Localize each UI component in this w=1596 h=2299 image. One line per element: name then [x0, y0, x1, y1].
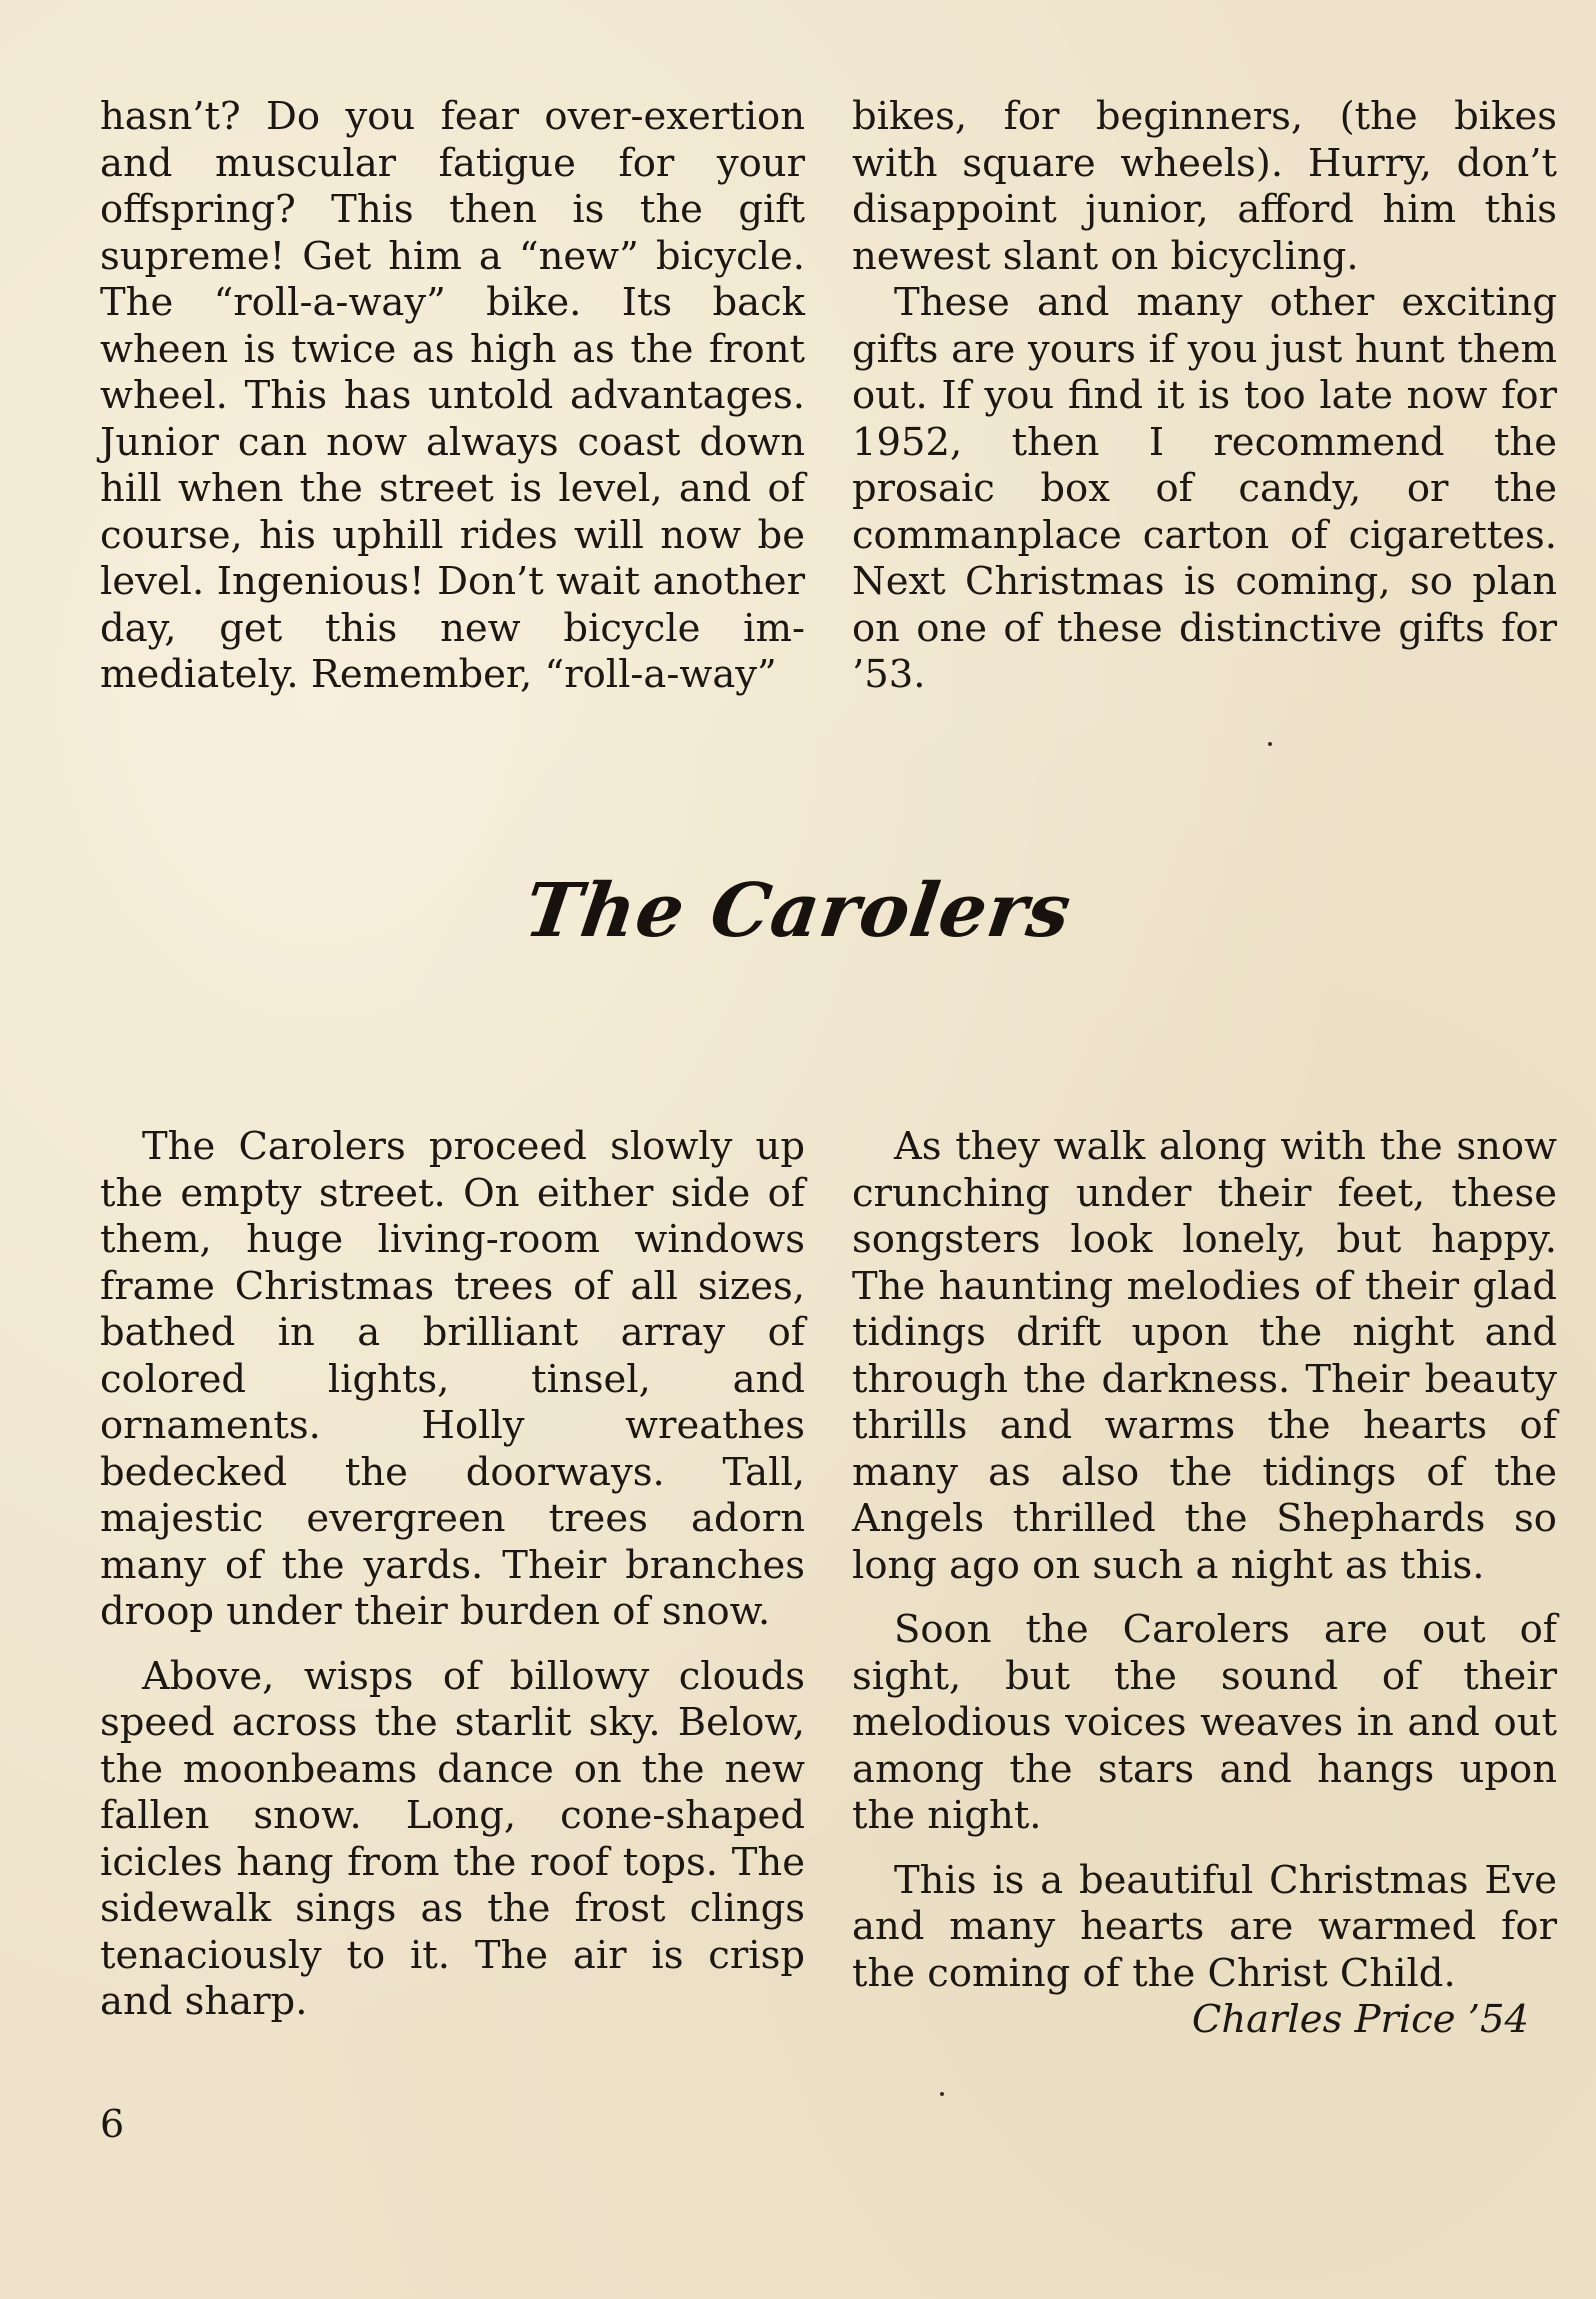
- paragraph: The Carolers proceed slowly up the empty street. On either side of them, huge living-room windows frame Christmas trees of all sizes, bathed in a brilliant array of colored lights, tinsel, and ornaments. Holly wreathes bedecked the doorways. Tall, majestic evergreen trees adorn many of the yards. Their branches droop under their burden of snow.: [100, 1124, 805, 1634]
- ink-speck: [1268, 742, 1272, 746]
- paragraph: As they walk along with the snow crunching under their feet, these songsters look lonely, but happy. The haunting melodies of their glad tidings drift upon the night and through the darkness. Their beauty thrills and warms the hearts of many as also the tidings of the Angels thrilled the Shephards so long ago on such a night as this.: [852, 1124, 1557, 1588]
- right-column-bottom: [852, 1124, 1557, 2044]
- left-column-bottom: [100, 1124, 805, 2026]
- paragraph: Above, wisps of billowy clouds speed across the starlit sky. Below, the moonbeams dance on the new fallen snow. Long, cone-shaped icicles hang from the roof tops. The sidewalk sings as the frost clings tenaciously to it. The air is crisp and sharp.: [100, 1653, 805, 2024]
- article-title: The Carolers: [519, 868, 1077, 954]
- right-column-top: [852, 94, 1557, 699]
- page-number: 6: [100, 2102, 125, 2146]
- paragraph: bikes, for beginners, (the bikes with square wheels). Hurry, don’t disappoint junior, afford him this newest slant on bicycling.: [852, 94, 1557, 279]
- paragraph: These and many other exciting gifts are yours if you just hunt them out. If you find it is too late now for 1952, then I recommend the prosaic box of candy, or the commanplace carton of cigarettes. Next Christmas is coming, so plan on one of these distinctive gifts for ’53.: [852, 280, 1557, 697]
- left-column-top: [100, 94, 805, 699]
- ink-speck: [940, 2092, 944, 2096]
- paragraph: hasn’t? Do you fear over-exertion and muscular fatigue for your offspring? This then is the gift supreme! Get him a “new” bicycle. The “roll-a-way” bike. Its back wheen is twice as high as the front wheel. This has untold advantages. Junior can now always coast down hill when the street is level, and of course, his uphill rides will now be level. Ingenious! Don’t wait another day, get this new bicycle immediately. Remember, “roll-a-way”: [100, 94, 805, 697]
- paragraph: This is a beautiful Christmas Eve and many hearts are warmed for the coming of the Christ Child.: [852, 1857, 1557, 1996]
- paragraph: Soon the Carolers are out of sight, but the sound of their melodious voices weaves in and out among the stars and hangs upon the night.: [852, 1607, 1557, 1838]
- author-signature: Charles Price ’54: [1191, 1997, 1529, 2042]
